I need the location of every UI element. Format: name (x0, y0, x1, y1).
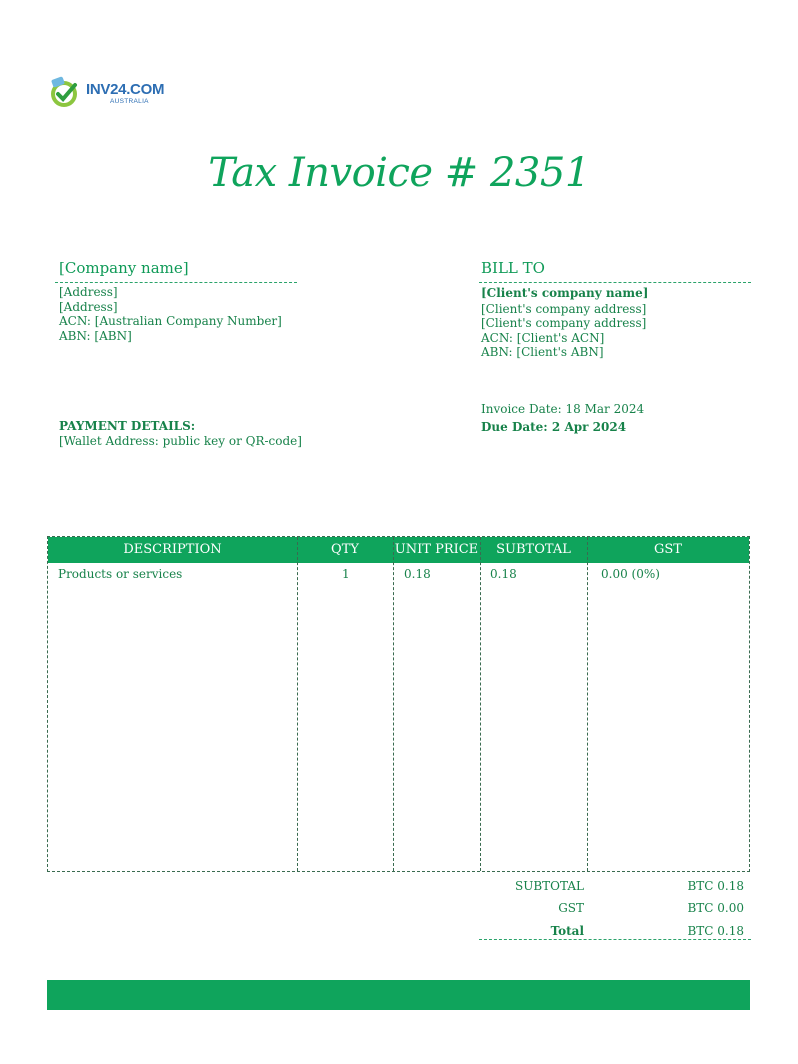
column-divider (480, 537, 481, 871)
seller-divider (55, 282, 297, 283)
invoice-title: Tax Invoice # 2351 (208, 150, 590, 196)
subtotal-label: SUBTOTAL (515, 879, 584, 893)
invoice-date: Invoice Date: 18 Mar 2024 (481, 402, 645, 416)
seller-address-2: [Address] (59, 299, 118, 314)
row-subtotal: 0.18 (490, 567, 517, 581)
client-acn: ACN: [Client's ACN] (481, 330, 605, 345)
seller-address-1: [Address] (59, 285, 118, 299)
logo-country-text: AUSTRALIA (110, 98, 149, 105)
col-header-gst: GST (654, 542, 682, 557)
client-address-2: [Client's company address] (481, 316, 647, 331)
col-header-qty: QTY (331, 542, 359, 557)
bill-to-divider (479, 282, 751, 283)
footer-bar (47, 980, 750, 1010)
seller-abn: ABN: [ABN] (59, 328, 132, 343)
client-company-name: [Client's company name] (481, 286, 649, 300)
row-gst: 0.00 (0%) (601, 567, 660, 581)
line-items-table (47, 536, 750, 872)
client-abn: ABN: [Client's ABN] (481, 345, 604, 360)
table-header (48, 537, 749, 563)
globe-check-icon (48, 76, 82, 110)
column-divider (297, 537, 298, 871)
logo-brand-text: INV24.COM (86, 81, 165, 98)
col-header-description: DESCRIPTION (123, 542, 222, 557)
gst-label: GST (558, 901, 584, 915)
row-description: Products or services (58, 567, 183, 581)
payment-details-heading: PAYMENT DETAILS: (59, 419, 196, 433)
brand-logo (48, 76, 165, 110)
seller-acn: ACN: [Australian Company Number] (59, 314, 282, 329)
row-qty: 1 (342, 567, 350, 581)
row-unit-price: 0.18 (404, 567, 431, 581)
totals-divider (479, 939, 751, 940)
col-header-subtotal: SUBTOTAL (496, 542, 571, 557)
column-divider (587, 537, 588, 871)
client-address-1: [Client's company address] (481, 301, 647, 316)
column-divider (393, 537, 394, 871)
wallet-address: [Wallet Address: public key or QR-code] (59, 434, 302, 448)
gst-value: BTC 0.00 (687, 901, 744, 915)
seller-company-name: [Company name] (59, 259, 189, 277)
subtotal-value: BTC 0.18 (687, 879, 744, 893)
total-label: Total (550, 924, 584, 938)
bill-to-heading: BILL TO (481, 259, 545, 277)
total-value: BTC 0.18 (687, 924, 744, 938)
col-header-unit-price: UNIT PRICE (394, 542, 479, 557)
due-date: Due Date: 2 Apr 2024 (481, 420, 627, 434)
